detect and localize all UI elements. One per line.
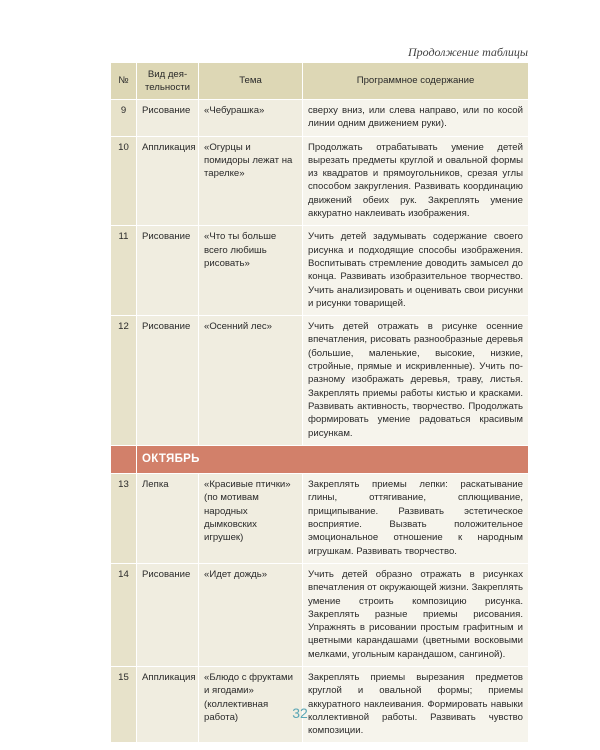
header-activity-type [137, 63, 199, 100]
lesson-plan-table [110, 62, 529, 743]
row-number: 12 [111, 316, 137, 446]
row-number: 11 [111, 226, 137, 316]
table-row [111, 226, 529, 316]
page-number: 32 [292, 705, 308, 721]
header-number: № [111, 63, 137, 100]
topic: «Красивые птички» (по мотивам народных дымковских игрушек) [199, 474, 303, 564]
activity-type: Лепка [137, 474, 199, 564]
topic: «Блюдо с фруктами и ягодами» (коллективная работа) [199, 666, 303, 742]
program-content: Учить детей отражать в рисунке осенние впечатления, рисовать разнообразные деревья (большие, маленькие, высокие, низкие, стройные, прямые и искривленные). Учить по-разному изображать деревья, траву, листья. Закреплять приемы работы кистью и красками. Развивать активность, творчество. Продолжать формировать умение радоваться красивым рисункам. [303, 316, 529, 446]
table-row [111, 316, 529, 446]
row-number: 10 [111, 136, 137, 226]
activity-type: Рисование [137, 316, 199, 446]
table-row [111, 100, 529, 137]
month-label: ОКТЯБРЬ [137, 445, 529, 473]
row-number: 13 [111, 474, 137, 564]
topic: «Чебурашка» [199, 100, 303, 137]
table-header-row [111, 63, 529, 100]
topic: «Осенний лес» [199, 316, 303, 446]
month-divider-row [111, 445, 529, 473]
program-content: Закреплять приемы лепки: раскатывание глины, оттягивание, сплющивание, прищипывание. Развивать эстетическое восприятие. Вызвать положительное эмоциональное отношение к народным игрушкам. Развивать творчество. [303, 474, 529, 564]
header-activity-type-text: Вид дея- тельности [144, 68, 191, 93]
continuation-note: Продолжение таблицы [407, 45, 528, 59]
activity-type: Аппликация [137, 666, 199, 742]
activity-type: Аппликация [137, 136, 199, 226]
program-content: Продолжать отрабатывать умение детей вырезать предметы круглой и овальной формы из квадратов и прямоугольников, срезая углы способом закругления. Развивать координацию движений обеих рук. Закреплять умение аккуратно наклеивать изображения. [303, 136, 529, 226]
activity-type: Рисование [137, 100, 199, 137]
table-row [111, 474, 529, 564]
topic: «Что ты больше всего любишь рисовать» [199, 226, 303, 316]
topic: «Идет дождь» [199, 563, 303, 666]
month-divider-spacer [111, 445, 137, 473]
program-content: Учить детей задумывать содержание своего рисунка и подходящие способы изображения. Воспитывать стремление доводить замысел до конца. Развивать изобразительное творчество. Учить анализировать и оценивать свои рисунки и рисунки товарищей. [303, 226, 529, 316]
table-row [111, 563, 529, 666]
activity-type: Рисование [137, 226, 199, 316]
row-number: 9 [111, 100, 137, 137]
table-row [111, 136, 529, 226]
row-number: 15 [111, 666, 137, 742]
header-topic: Тема [199, 63, 303, 100]
row-number: 14 [111, 563, 137, 666]
program-content: сверху вниз, или слева направо, или по косой линии одним движением руки). [303, 100, 529, 137]
program-content: Учить детей образно отражать в рисунках впечатления от окружающей жизни. Закреплять умение строить композицию рисунка. Закреплять разные приемы рисования. Упражнять в рисовании простым графитным и цветными карандашами (цветными восковыми мелками, угольным карандашом, сангиной). [303, 563, 529, 666]
program-content: Закреплять приемы вырезания предметов круглой и овальной формы; приемы аккуратного наклеивания. Формировать навыки коллективной работы. Развивать чувство композиции. [303, 666, 529, 742]
topic: «Огурцы и помидоры лежат на тарелке» [199, 136, 303, 226]
header-program-content: Программное содержание [303, 63, 529, 100]
activity-type: Рисование [137, 563, 199, 666]
